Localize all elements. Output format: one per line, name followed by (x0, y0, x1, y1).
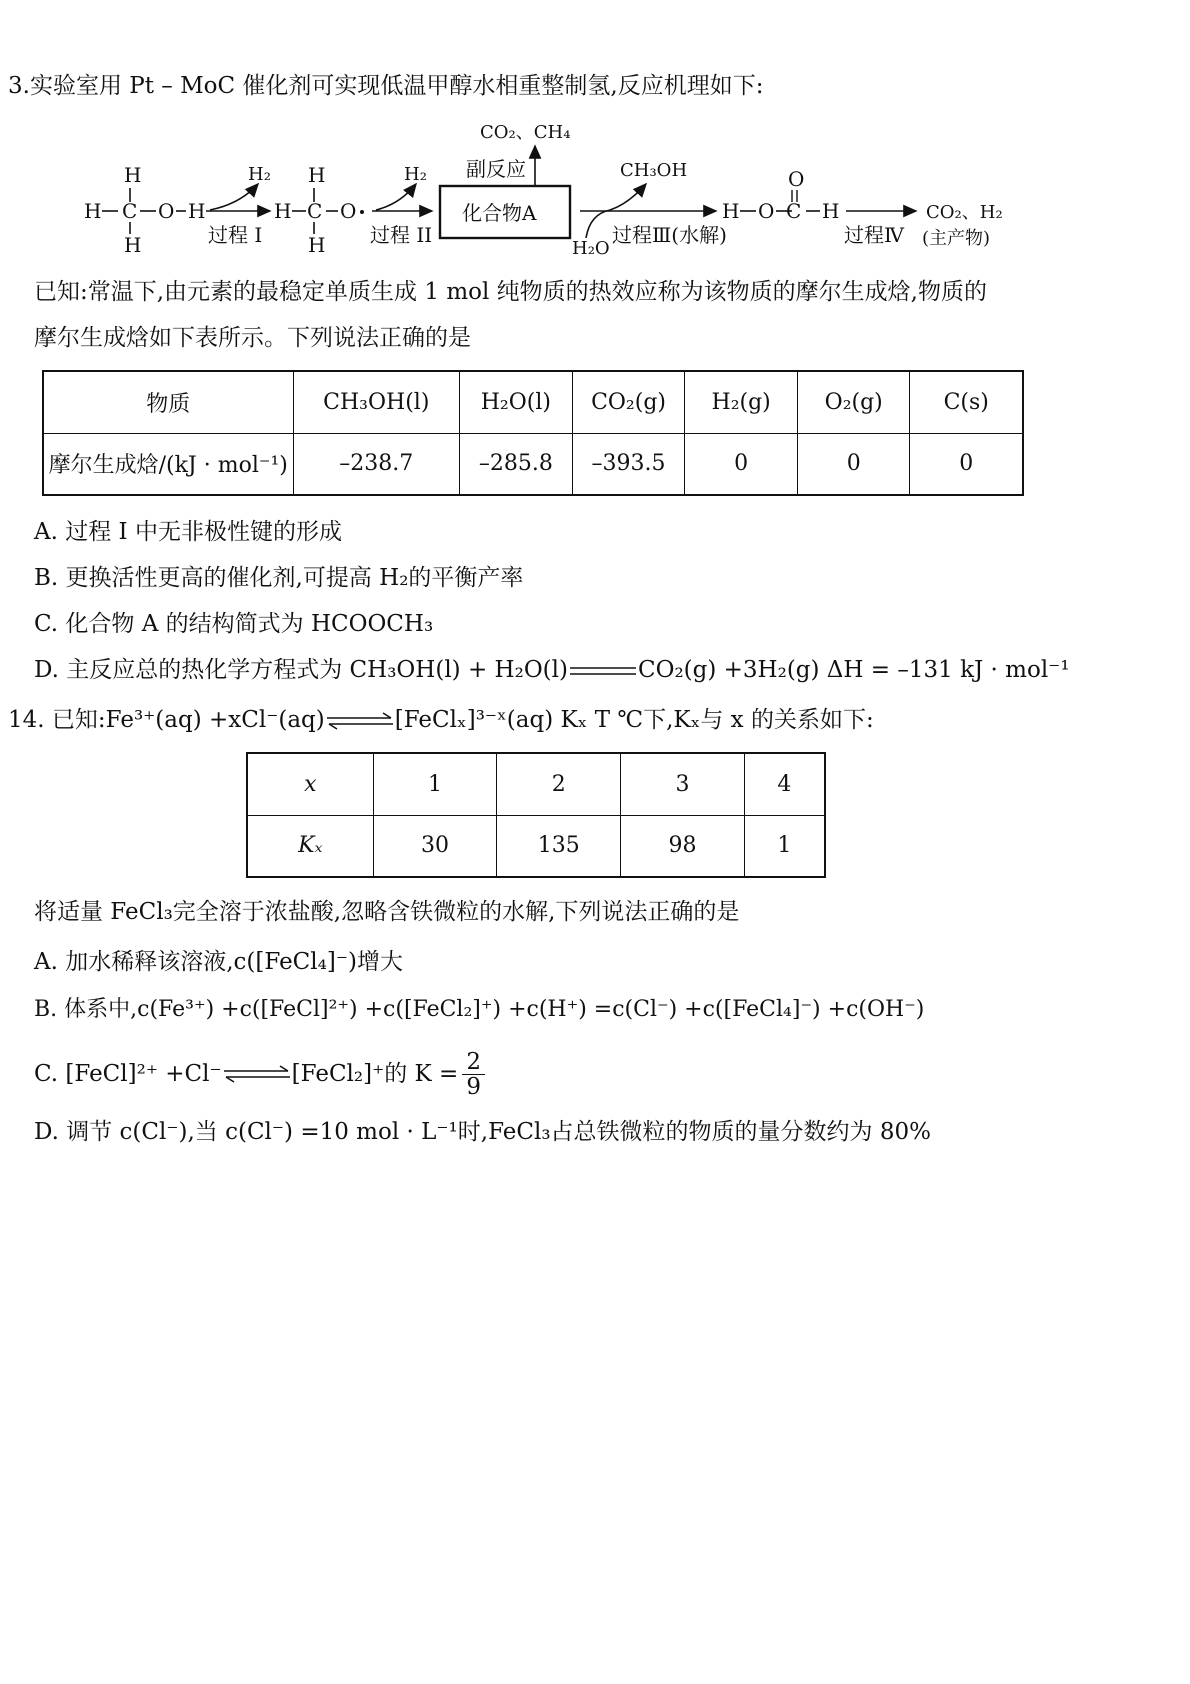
equals-arrow-icon (568, 662, 638, 680)
substance-cell: CH₃OH(l) (293, 371, 460, 433)
methanol-c: C (122, 199, 138, 223)
intermediate-h-left: H (274, 199, 292, 223)
q13-option-d-left: D. 主反应总的热化学方程式为 CH₃OH(l) + H₂O(l) (34, 657, 568, 683)
q14-option-a[interactable]: A. 加水稀释该溶液,c([FeCl₄]⁻)增大 (34, 949, 403, 975)
enthalpy-cell: 0 (685, 433, 798, 495)
formic-h-right: H (822, 199, 840, 223)
x-value-cell: 2 (497, 753, 621, 815)
equilibrium-arrow-icon (222, 1065, 292, 1083)
side-products: CO₂、CH₄ (480, 122, 571, 143)
k-fraction (462, 1050, 485, 1099)
q14-option-b[interactable]: B. 体系中,c(Fe³⁺) +c([FeCl]²⁺) +c([FeCl₂]⁺) +c(H⁺) =c(Cl⁻) +c([FeCl₄]⁻) +c(OH⁻) (34, 997, 925, 1022)
ch3oh-label: CH₃OH (620, 160, 688, 181)
q13-option-d[interactable] (34, 656, 1070, 684)
table-header-substance: 物质 (43, 371, 293, 433)
kx-table (246, 752, 826, 878)
q13-option-d-right: CO₂(g) +3H₂(g) ΔH = –131 kJ · mol⁻¹ (637, 657, 1070, 683)
k-numerator: 2 (462, 1050, 485, 1075)
intermediate-c: C (307, 199, 323, 223)
compound-a: 化合物A (462, 201, 537, 225)
methanol-h-left: H (84, 199, 102, 223)
known-line-1: 已知:常温下,由元素的最稳定单质生成 1 mol 纯物质的热效应称为该物质的摩尔生成焓,物质的 (34, 279, 987, 305)
intermediate-o: O (340, 199, 357, 223)
k-value-cell: 1 (744, 815, 825, 877)
q14-option-c-left: C. [FeCl]²⁺ +Cl⁻ (34, 1061, 222, 1087)
k-value-cell: 135 (497, 815, 621, 877)
q13-option-c[interactable]: C. 化合物 A 的结构简式为 HCOOCH₃ (34, 611, 434, 637)
step-3-label: 过程Ⅲ(水解) (612, 223, 727, 247)
enthalpy-cell: –285.8 (460, 433, 573, 495)
x-value-cell: 4 (744, 753, 825, 815)
q13-option-b[interactable]: B. 更换活性更高的催化剂,可提高 H₂的平衡产率 (34, 565, 524, 591)
question-13-number: 3. (8, 73, 30, 99)
substance-cell: H₂(g) (685, 371, 798, 433)
q13-option-a[interactable]: A. 过程 I 中无非极性键的形成 (34, 519, 342, 545)
k-denominator: 9 (466, 1073, 481, 1100)
q14-intro: 将适量 FeCl₃完全溶于浓盐酸,忽略含铁微粒的水解,下列说法正确的是 (34, 899, 740, 925)
enthalpy-cell: 0 (910, 433, 1023, 495)
substance-cell: C(s) (910, 371, 1023, 433)
formic-h-left: H (722, 199, 740, 223)
h2-label-step2: H₂ (404, 164, 427, 185)
q14-option-c-right: [FeCl₂]⁺的 K = (291, 1061, 459, 1087)
step-1-label: 过程 I (208, 223, 263, 247)
methanol-h-bottom: H (124, 233, 142, 257)
table-header-x: x (247, 753, 373, 815)
k-value-cell: 98 (621, 815, 745, 877)
equilibrium-arrow-icon (325, 712, 395, 730)
x-value-cell: 3 (621, 753, 745, 815)
substance-cell: CO₂(g) (572, 371, 685, 433)
main-product-label: (主产物) (922, 228, 991, 249)
x-value-cell: 1 (373, 753, 497, 815)
known-line-2: 摩尔生成焓如下表所示。下列说法正确的是 (34, 325, 471, 351)
question-14-stem-right: [FeClₓ]³⁻ˣ(aq) Kₓ T ℃下,Kₓ与 x 的关系如下: (394, 707, 874, 733)
table-header-enthalpy: 摩尔生成焓/(kJ · mol⁻¹) (43, 433, 293, 495)
h2o-label: H₂O (572, 238, 610, 259)
substance-cell: O₂(g) (797, 371, 910, 433)
step-2-label: 过程 II (370, 223, 433, 247)
enthalpy-table (42, 370, 1024, 496)
enthalpy-cell: 0 (797, 433, 910, 495)
formic-o: O (758, 199, 775, 223)
k-value-cell: 30 (373, 815, 497, 877)
intermediate-h-bottom: H (308, 233, 326, 257)
intermediate-h-top: H (308, 163, 326, 187)
question-14-stem (8, 706, 874, 734)
q14-option-d[interactable]: D. 调节 c(Cl⁻),当 c(Cl⁻) =10 mol · L⁻¹时,FeCl₃占总铁微粒的物质的量分数约为 80% (34, 1119, 931, 1145)
enthalpy-cell: –393.5 (572, 433, 685, 495)
final-products: CO₂、H₂ (926, 202, 1003, 223)
methanol-h-top: H (124, 163, 142, 187)
q14-option-c[interactable] (34, 1044, 485, 1104)
step-4-label: 过程Ⅳ (844, 223, 904, 247)
question-13-text: 实验室用 Pt – MoC 催化剂可实现低温甲醇水相重整制氢,反应机理如下: (29, 73, 764, 99)
methanol-o: O (158, 199, 175, 223)
reaction-mechanism-diagram (80, 118, 1120, 268)
h2-label-step1: H₂ (248, 164, 271, 185)
side-reaction-label: 副反应 (466, 157, 526, 181)
enthalpy-cell: –238.7 (293, 433, 460, 495)
methanol-h-right: H (188, 199, 206, 223)
formic-o-top: O (788, 167, 805, 191)
question-14-stem-left: 14. 已知:Fe³⁺(aq) +xCl⁻(aq) (8, 707, 325, 733)
formic-c: C (786, 199, 802, 223)
question-13-stem (8, 72, 763, 100)
table-header-kx: Kₓ (247, 815, 373, 877)
substance-cell: H₂O(l) (460, 371, 573, 433)
